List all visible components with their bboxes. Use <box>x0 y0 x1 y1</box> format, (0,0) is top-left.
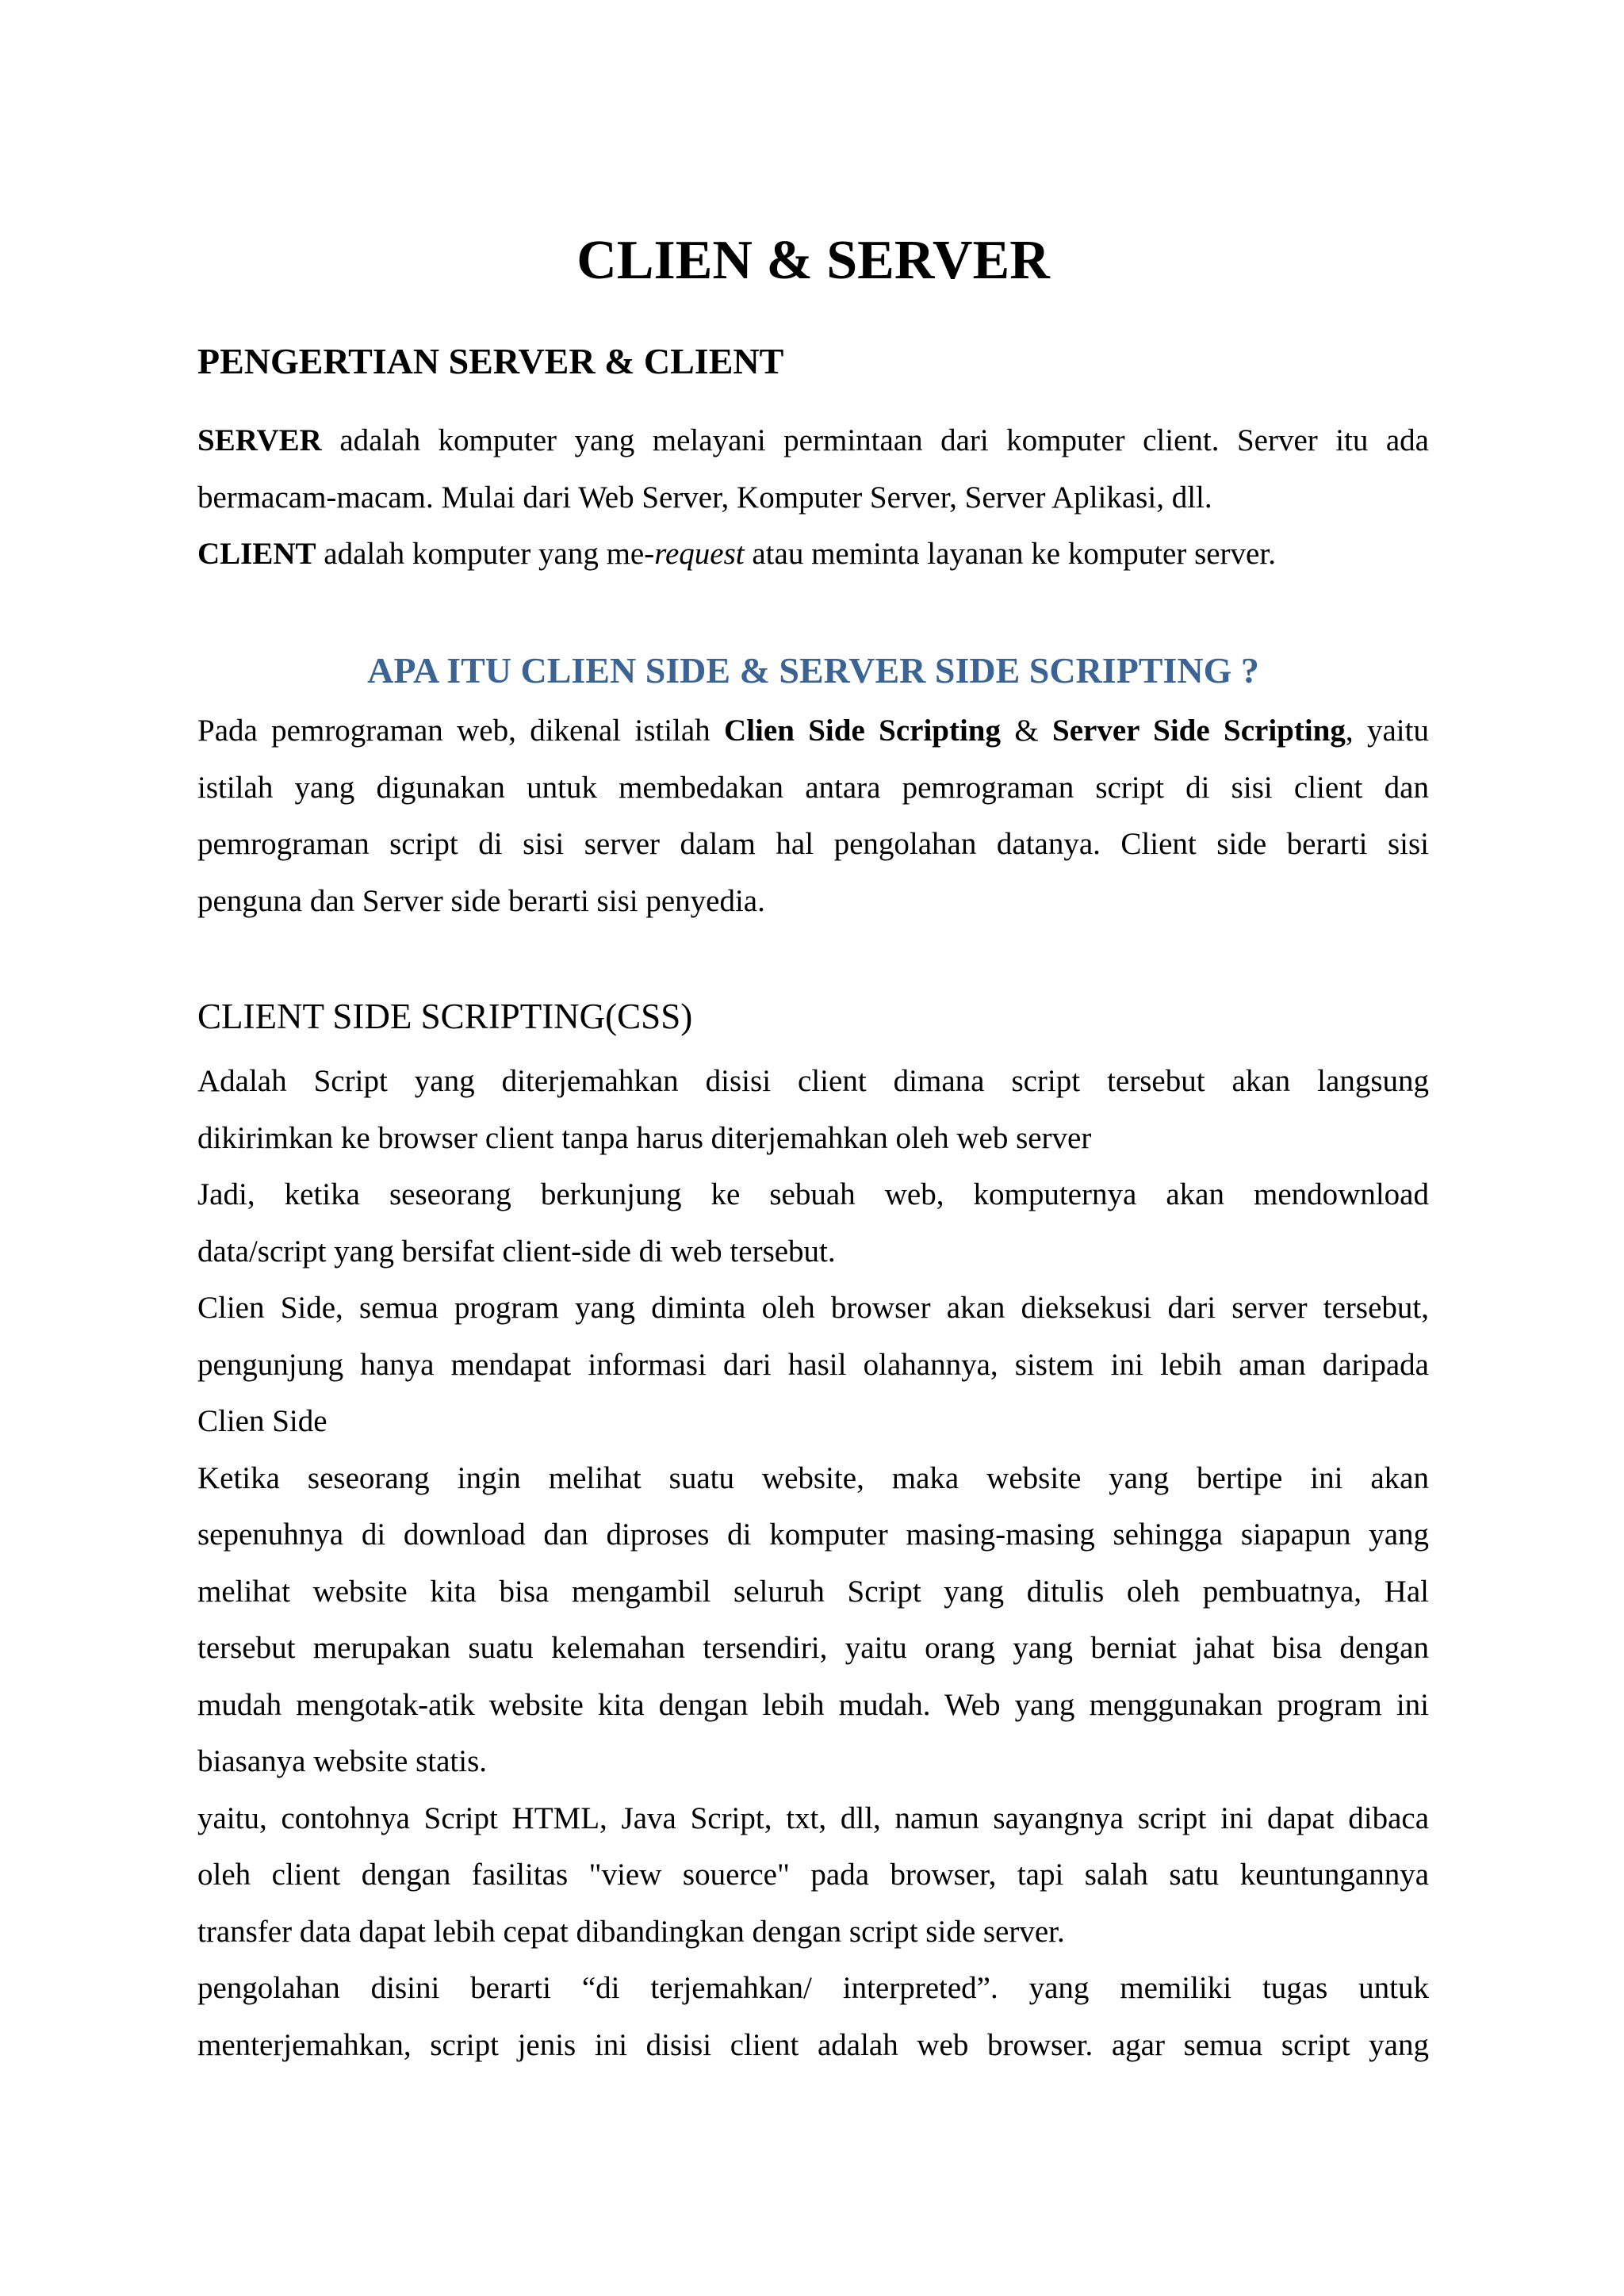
text-line: Clien Side, semua program yang diminta oleh browser akan dieksekusi dari server tersebut, <box>197 1291 1429 1325</box>
paragraph-apa-itu <box>197 702 1429 929</box>
text-line: data/script yang bersifat client-side di web tersebut. <box>197 1234 836 1269</box>
text-line: biasanya website statis. <box>197 1744 487 1778</box>
text-line: sepenuhnya di download dan diproses di komputer masing-masing sehingga siapapun yang <box>197 1517 1429 1552</box>
section-heading-client-side-scripting: CLIENT SIDE SCRIPTING(CSS) <box>197 997 693 1036</box>
paragraph-pengertian <box>197 412 1429 583</box>
text-line: mudah mengotak-atik website kita dengan lebih mudah. Web yang menggunakan program ini <box>197 1687 1429 1722</box>
text-line: penguna dan Server side berarti sisi penyedia. <box>197 883 765 918</box>
text-line: oleh client dengan fasilitas "view souerce" pada browser, tapi salah satu keuntungannya <box>197 1858 1429 1892</box>
text-line: menterjemahkan, script jenis ini disisi client adalah web browser. agar semua script yang <box>197 2027 1429 2062</box>
text-line: SERVER adalah komputer yang melayani permintaan dari komputer client. Server itu ada <box>197 423 1429 457</box>
term-request: request <box>654 537 745 571</box>
text-line: pengunjung hanya mendapat informasi dari hasil olahannya, sistem ini lebih aman daripada <box>197 1347 1429 1382</box>
text-line: CLIENT adalah komputer yang me-request atau meminta layanan ke komputer server. <box>197 537 1276 571</box>
text-line: melihat website kita bisa mengambil seluruh Script yang ditulis oleh pembuatnya, Hal <box>197 1574 1429 1609</box>
term-client: CLIENT <box>197 537 316 571</box>
term-clien-side-scripting: Clien Side Scripting <box>724 714 1001 748</box>
text-line: bermacam-macam. Mulai dari Web Server, Komputer Server, Server Aplikasi, dll. <box>197 480 1212 515</box>
text-line: transfer data dapat lebih cepat dibandingkan dengan script side server. <box>197 1914 1065 1949</box>
text-line: Clien Side <box>197 1404 327 1438</box>
text-line: pemrograman script di sisi server dalam hal pengolahan datanya. Client side berarti sisi <box>197 827 1429 861</box>
term-server-side-scripting: Server Side Scripting <box>1052 714 1346 748</box>
text-line: dikirimkan ke browser client tanpa harus diterjemahkan oleh web server <box>197 1120 1092 1155</box>
text-line: Jadi, ketika seseorang berkunjung ke sebuah web, komputernya akan mendownload <box>197 1177 1429 1211</box>
text-line: tersebut merupakan suatu kelemahan tersendiri, yaitu orang yang berniat jahat bisa dengan <box>197 1631 1429 1665</box>
section-heading-apa-itu: APA ITU CLIEN SIDE & SERVER SIDE SCRIPTING ? <box>367 650 1259 691</box>
text-line: Pada pemrograman web, dikenal istilah Clien Side Scripting & Server Side Scripting, yaitu <box>197 714 1429 748</box>
text-line: yaitu, contohnya Script HTML, Java Script, txt, dll, namun sayangnya script ini dapat dibaca <box>197 1800 1429 1835</box>
text-line: Adalah Script yang diterjemahkan disisi client dimana script tersebut akan langsung <box>197 1064 1429 1098</box>
term-server: SERVER <box>197 423 322 457</box>
paragraph-client-side-scripting <box>197 1053 1429 2073</box>
text-line: Ketika seseorang ingin melihat suatu website, maka website yang bertipe ini akan <box>197 1460 1429 1495</box>
page-title: CLIEN & SERVER <box>576 230 1050 291</box>
section-heading-pengertian: PENGERTIAN SERVER & CLIENT <box>197 341 784 381</box>
text-line: pengolahan disini berarti “di terjemahkan/ interpreted”. yang memiliki tugas untuk <box>197 1971 1429 2005</box>
text-line: istilah yang digunakan untuk membedakan antara pemrograman script di sisi client dan <box>197 770 1429 805</box>
